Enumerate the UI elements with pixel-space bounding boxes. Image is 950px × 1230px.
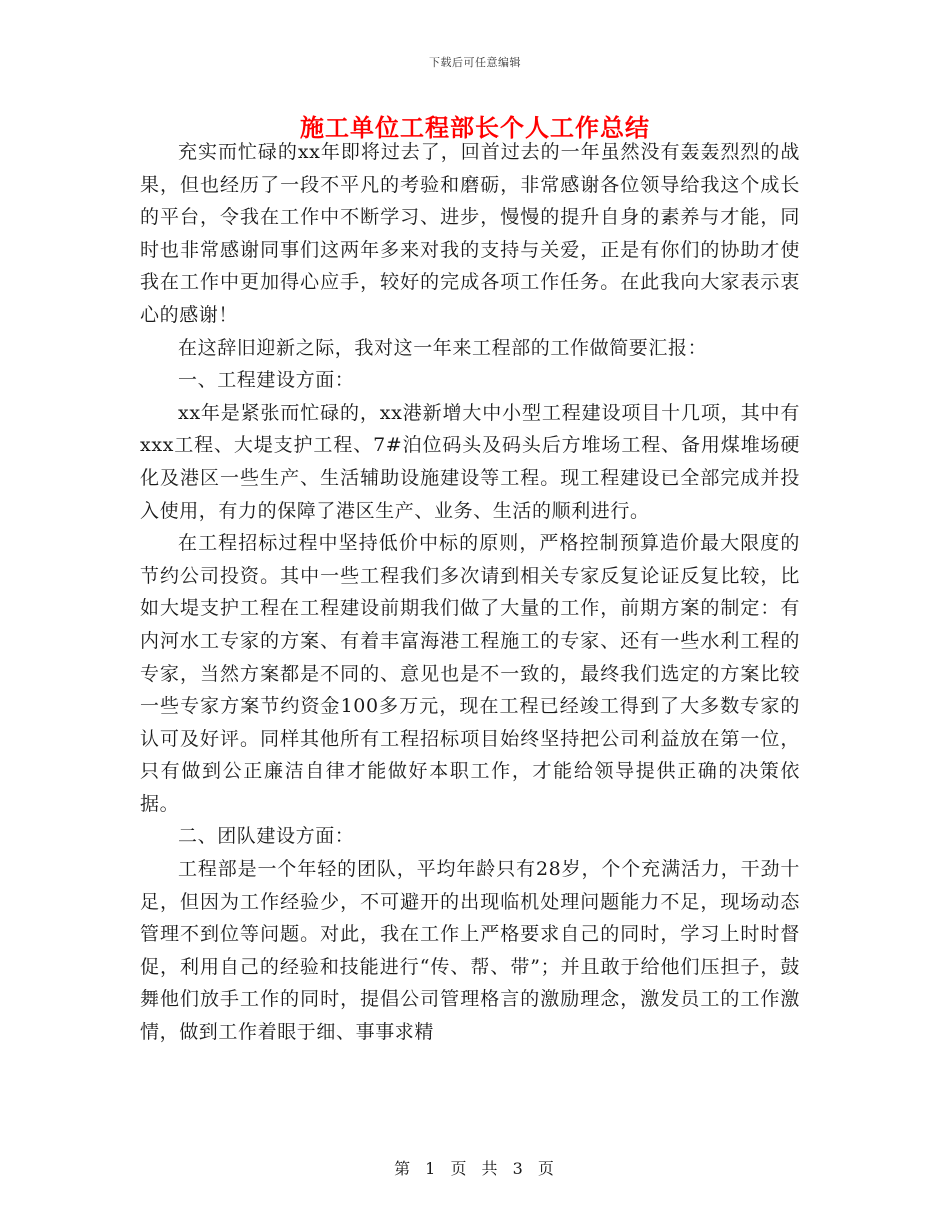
paragraph-intro: 充实而忙碌的xx年即将过去了，回首过去的一年虽然没有轰轰烈烈的战果，但也经历了一段不平凡的考验和磨砺，非常感谢各位领导给我这个成长的平台，令我在工作中不断学习、进步，慢慢的提升自身的素养与才能，同时也非常感谢同事们这两年多来对我的支持与关爱，正是有你们的协助才使我在工作中更加得心应手，较好的完成各项工作任务。在此我向大家表示衷心的感谢！ [140,141,800,326]
page-footer: 第 1 页 共 3 页 [394,1159,556,1178]
document-title: 施工单位工程部长个人工作总结 [300,113,650,142]
header-note: 下载后可任意编辑 [429,56,521,69]
section-heading-team: 二、团队建设方面： [178,825,355,848]
paragraph-bidding: 在工程招标过程中坚持低价中标的原则，严格控制预算造价最大限度的节约公司投资。其中一些工程我们多次请到相关专家反复论证反复比较，比如大堤支护工程在工程建设前期我们做了大量的工作，前期方案的制定：有内河水工专家的方案、有着丰富海港工程施工的专家、还有一些水利工程的专家，当然方案都是不同的、意见也是不一致的，最终我们选定的方案比较一些专家方案节约资金100多万元，现在工程已经竣工得到了大多数专家的认可及好评。同样其他所有工程招标项目始终坚持把公司利益放在第一位，只有做到公正廉洁自律才能做好本职工作，才能给领导提供正确的决策依据。 [140,532,800,815]
paragraph-engineering-projects: xx年是紧张而忙碌的，xx港新增大中小型工程建设项目十几项，其中有xxx工程、大堤支护工程、7#泊位码头及码头后方堆场工程、备用煤堆场硬化及港区一些生产、生活辅助设施建设等工程。现工程建设已全部完成并投入使用，有力的保障了港区生产、业务、生活的顺利进行。 [140,401,800,522]
paragraph-report-lead: 在这辞旧迎新之际，我对这一年来工程部的工作做简要汇报： [178,336,708,359]
paragraph-team: 工程部是一个年轻的团队，平均年龄只有28岁，个个充满活力，干劲十足，但因为工作经验少，不可避开的出现临机处理问题能力不足，现场动态管理不到位等问题。对此，我在工作上严格要求自己的同时，学习上时时督促，利用自己的经验和技能进行“传、帮、带”；并且敢于给他们压担子，鼓舞他们放手工作的同时，提倡公司管理格言的激励理念，激发员工的工作激情，做到工作着眼于细、事事求精 [140,858,800,1044]
document-body [140,136,800,1049]
section-heading-engineering: 一、工程建设方面： [178,369,355,392]
